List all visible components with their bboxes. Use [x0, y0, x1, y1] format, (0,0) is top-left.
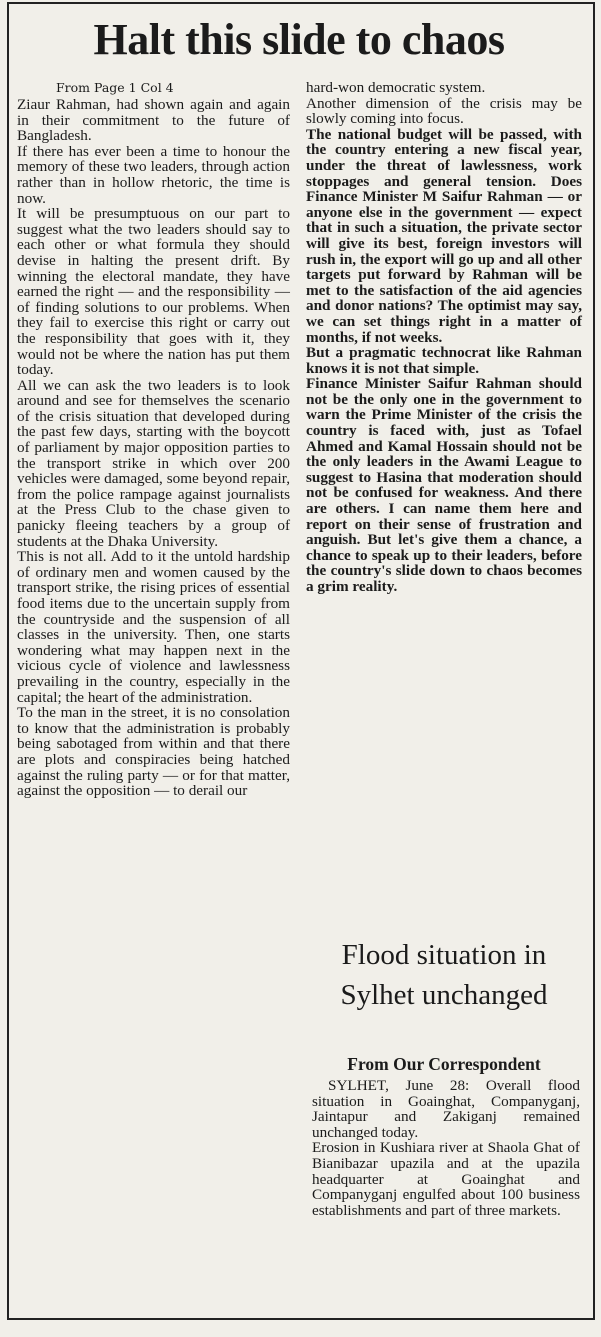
paragraph: This is not all. Add to it the untold hardship of ordinary men and women caused by the transport strike, the rising prices of essential food items due to the uncertain supply from the countryside and the suspension of all classes in the university. Then, one starts wondering what may happen next in the vicious cycle of violence and lawlessness prevailing in the country, especially in the capital; the heart of the administration.	[17, 548, 290, 706]
paragraph: The national budget will be passed, with the country entering a new fiscal year, under the threat of lawlessness, work stoppages and general tension. Does Finance Minister M Saifur Rahman — or anyone else in the government — expect that in such a situation, the private sector will give its best, foreign investors will rush in, the export will go up and all other targets put forward by Rahman will be met to the satisfaction of the aid agencies and donor nations? The optimist may say, we can set things right in a matter of months, if not weeks.	[306, 125, 582, 346]
paragraph: hard-won democratic system.	[306, 79, 486, 96]
paragraph: It will be presumptuous on our part to suggest what the two leaders should say to each other or what formula they should devise in halting the present drift. By winning the electoral mandate, they have earned the right — and the responsibility — of finding solutions to our problems. When they fail to exercise this right or carry out the responsibility that goes with it, they would not be where the nation has put them today.	[17, 205, 290, 379]
paragraph: But a pragmatic technocrat like Rahman knows it is not that simple.	[306, 344, 582, 377]
byline: From Our Correspondent	[347, 1054, 541, 1074]
paragraph: Finance Minister Saifur Rahman should not be the only one in the government to warn the Prime Minister of the crisis the country is faced with, just as Tofael Ahmed and Kamal Hossain should not be the only leaders in the Awami League to suggest to Hasina that moderation should not be confused for weakness. And there are others. I can name them here and report on their sense of frustration and anguish. But let's give them a chance, a chance to speak up to their leaders, before the country's slide down to chaos becomes a grim reality.	[306, 375, 582, 595]
paragraph: Ziaur Rahman, had shown again and again in their commitment to the future of Bangladesh.	[17, 96, 290, 145]
article-headline: Halt this slide to chaos	[93, 15, 505, 64]
right-border-rule	[593, 2, 595, 1320]
paragraph: If there has ever been a time to honour the memory of these two leaders, through action rather than in hollow rhetoric, the time is now.	[17, 142, 290, 207]
paragraph: Another dimension of the crisis may be slowly coming into focus.	[306, 94, 582, 128]
article-column-2	[306, 80, 582, 595]
paragraph: SYLHET, June 28: Overall flood situation in Goainghat, Companyganj, Jaintapur and Zakiganj remained unchanged today.	[312, 1077, 580, 1141]
left-border-rule	[7, 2, 9, 1320]
flood-article-headline: Flood situation in Sylhet unchanged	[340, 939, 548, 1011]
paragraph: To the man in the street, it is no consolation to know that the administration is probably being sabotaged from within and that there are plots and conspiracies being hatched against the ruling party — or for that matter, against the opposition — to derail our	[17, 704, 290, 800]
top-border-rule	[8, 2, 593, 4]
bottom-border-rule	[7, 1318, 595, 1320]
continued-from-line: From Page 1 Col 4	[56, 80, 174, 95]
paragraph: Erosion in Kushiara river at Shaola Ghat of Bianibazar upazila and at the upazila headquarter at Goainghat and Companyganj engulfed about 100 business establishments and part of three markets.	[312, 1139, 580, 1219]
flood-article-body	[312, 1078, 580, 1218]
article-column-1	[17, 97, 290, 799]
paragraph: All we can ask the two leaders is to look around and see for themselves the scenario of the crisis situation that developed during the past few days, starting with the boycott of parliament by major opposition parties to the transport strike in which over 200 vehicles were damaged, some beyond repair, from the police rampage against journalists at the Press Club to the chase given to panicky fleeing teachers by a group of students at the Dhaka University.	[17, 376, 290, 550]
